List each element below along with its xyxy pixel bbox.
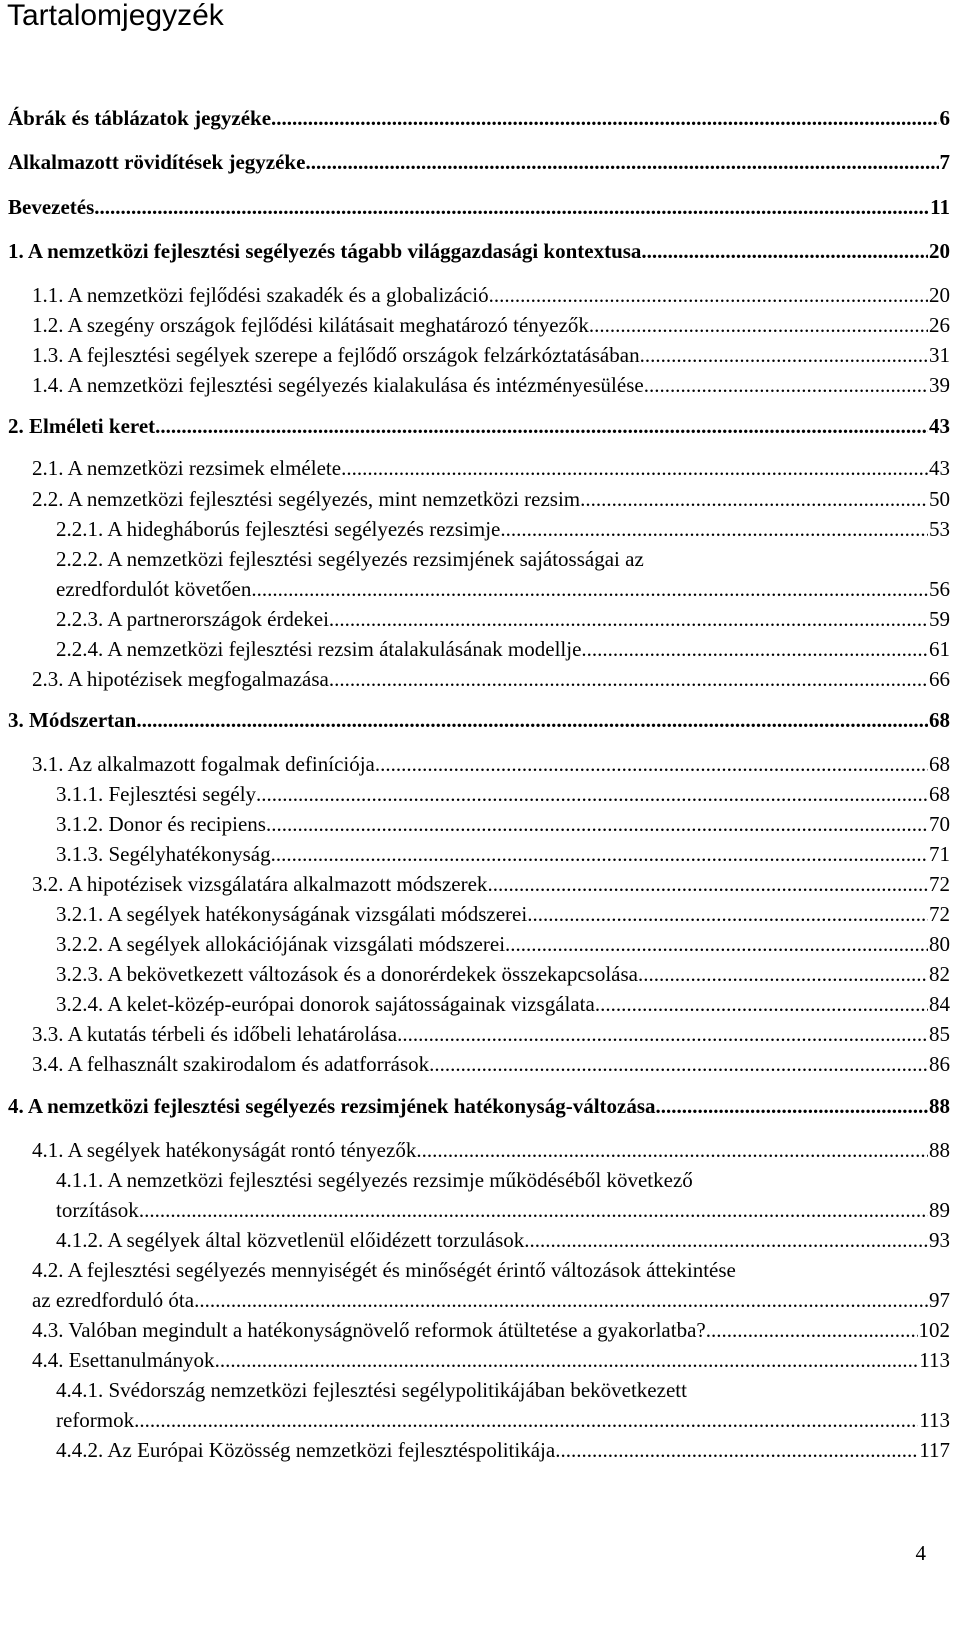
dot-leader bbox=[487, 869, 928, 899]
toc-entry-page: 39 bbox=[929, 373, 950, 397]
toc-entry-label: Bevezetés bbox=[8, 195, 95, 219]
dot-leader bbox=[341, 453, 928, 483]
toc-entry-label: 2.3. A hipotézisek megfogalmazása bbox=[32, 667, 329, 691]
toc-entry-label: 1.1. A nemzetközi fejlődési szakadék és a globalizáció bbox=[32, 283, 489, 307]
toc-entry-label: 2.2.1. A hidegháborús fejlesztési segélyezés rezsimje bbox=[56, 517, 501, 541]
toc-entry-page: 82 bbox=[929, 962, 950, 986]
dot-leader bbox=[595, 989, 928, 1019]
toc-entry-label: 3. Módszertan bbox=[8, 708, 137, 732]
toc-entry-label: Alkalmazott rövidítések jegyzéke bbox=[8, 150, 306, 174]
toc-entry-page: 84 bbox=[929, 992, 950, 1016]
toc-entry-label: 4.1.2. A segélyek által közvetlenül előidézett torzulások bbox=[56, 1228, 525, 1252]
dot-leader bbox=[706, 1315, 918, 1345]
toc-entry-page: 68 bbox=[929, 708, 950, 732]
toc-entry-page: 50 bbox=[929, 487, 950, 511]
dot-leader bbox=[500, 514, 928, 544]
toc-entry-page: 88 bbox=[929, 1094, 950, 1118]
toc-entry-label: 4.4.2. Az Európai Közösség nemzetközi fejlesztéspolitikája bbox=[56, 1438, 556, 1462]
toc-entry-page: 72 bbox=[929, 872, 950, 896]
dot-leader bbox=[580, 484, 928, 514]
toc-entry-page: 88 bbox=[929, 1138, 950, 1162]
toc-entry-page: 71 bbox=[929, 842, 950, 866]
toc-entry[interactable] bbox=[32, 484, 950, 514]
toc-entry-page: 66 bbox=[929, 667, 950, 691]
toc-entry[interactable] bbox=[32, 664, 950, 694]
toc-entry-page: 43 bbox=[929, 414, 950, 438]
toc-entry-label: 1. A nemzetközi fejlesztési segélyezés tágabb világgazdasági kontextusa bbox=[8, 239, 642, 263]
toc-entry-label: 3.3. A kutatás térbeli és időbeli lehatárolása bbox=[32, 1022, 398, 1046]
dot-leader bbox=[134, 1405, 918, 1435]
toc-entry-page: 97 bbox=[929, 1288, 950, 1312]
toc-entry[interactable] bbox=[32, 869, 950, 899]
toc-entry-page: 53 bbox=[929, 517, 950, 541]
toc-entry[interactable] bbox=[56, 1165, 950, 1225]
toc-entry-page: 93 bbox=[929, 1228, 950, 1252]
dot-leader bbox=[416, 1135, 928, 1165]
toc-entry-page: 6 bbox=[939, 106, 950, 130]
toc-entry-page: 56 bbox=[929, 577, 950, 601]
toc-entry[interactable] bbox=[32, 453, 950, 483]
toc-entry-label: 2. Elméleti keret bbox=[8, 414, 156, 438]
toc-entry[interactable] bbox=[8, 236, 950, 266]
toc-entry[interactable] bbox=[32, 749, 950, 779]
toc-entry-label: 3.1. Az alkalmazott fogalmak definíciója bbox=[32, 752, 375, 776]
toc-entry[interactable] bbox=[56, 1225, 950, 1255]
toc-entry[interactable] bbox=[32, 1135, 950, 1165]
dot-leader bbox=[527, 899, 928, 929]
toc-entry-label: 3.2. A hipotézisek vizsgálatára alkalmazott módszerek bbox=[32, 872, 488, 896]
toc-entry-page: 59 bbox=[929, 607, 950, 631]
dot-leader bbox=[271, 839, 928, 869]
toc-entry[interactable] bbox=[8, 705, 950, 735]
toc-entry-page: 20 bbox=[929, 283, 950, 307]
dot-leader bbox=[524, 1225, 928, 1255]
toc-entry-page: 80 bbox=[929, 932, 950, 956]
toc-entry[interactable] bbox=[32, 1315, 950, 1345]
toc-entry-page: 85 bbox=[929, 1022, 950, 1046]
toc-entry-page: 61 bbox=[929, 637, 950, 661]
dot-leader bbox=[581, 634, 928, 664]
toc-entry-label: 1.2. A szegény országok fejlődési kilátásait meghatározó tényezők bbox=[32, 313, 589, 337]
toc-entry-page: 113 bbox=[919, 1348, 950, 1372]
toc-entry-label: 3.2.4. A kelet-közép-európai donorok sajátosságainak vizsgálata bbox=[56, 992, 595, 1016]
toc-entry[interactable] bbox=[32, 1255, 950, 1315]
toc-entry-label: reformok bbox=[56, 1408, 135, 1432]
dot-leader bbox=[641, 236, 928, 266]
toc-entry-label: ezredfordulót követően bbox=[56, 577, 252, 601]
toc-entry-label: Ábrák és táblázatok jegyzéke bbox=[8, 106, 272, 130]
toc-entry-label: 4. A nemzetközi fejlesztési segélyezés rezsimjének hatékonyság-változása bbox=[8, 1094, 656, 1118]
toc-entry-label: 2.2.4. A nemzetközi fejlesztési rezsim átalakulásának modellje bbox=[56, 637, 582, 661]
toc-entry[interactable] bbox=[32, 280, 950, 310]
toc-entry-label: 1.4. A nemzetközi fejlesztési segélyezés kialakulása és intézményesülése bbox=[32, 373, 644, 397]
toc-entry[interactable] bbox=[32, 1345, 950, 1375]
toc-entry[interactable] bbox=[56, 544, 950, 604]
toc-entry-label: 4.4. Esettanulmányok bbox=[32, 1348, 215, 1372]
toc-entry-label-line1: 2.2.2. A nemzetközi fejlesztési segélyezés rezsimjének sajátosságai az bbox=[56, 547, 644, 571]
toc-entry-page: 20 bbox=[929, 239, 950, 263]
toc-entry-page: 68 bbox=[929, 782, 950, 806]
toc-entry[interactable] bbox=[56, 809, 950, 839]
dot-leader bbox=[329, 604, 928, 634]
dot-leader bbox=[644, 370, 928, 400]
toc-entry-page: 117 bbox=[919, 1438, 950, 1462]
dot-leader bbox=[429, 1049, 928, 1079]
toc-entry[interactable] bbox=[56, 989, 950, 1019]
dot-leader bbox=[215, 1345, 919, 1375]
toc-entry-page: 31 bbox=[929, 343, 950, 367]
dot-leader bbox=[271, 103, 938, 133]
dot-leader bbox=[375, 749, 928, 779]
dot-leader bbox=[656, 1091, 928, 1121]
toc-entry[interactable] bbox=[8, 103, 950, 133]
toc-entry[interactable] bbox=[56, 604, 950, 634]
toc-entry-label: 4.3. Valóban megindult a hatékonyságnövelő reformok átültetése a gyakorlatba? bbox=[32, 1318, 706, 1342]
toc-entry[interactable] bbox=[32, 340, 950, 370]
dot-leader bbox=[139, 1195, 928, 1225]
toc-entry[interactable] bbox=[32, 1049, 950, 1079]
toc-entry[interactable] bbox=[56, 839, 950, 869]
dot-leader bbox=[194, 1285, 928, 1315]
dot-leader bbox=[329, 664, 928, 694]
toc-entry[interactable] bbox=[32, 310, 950, 340]
toc-entry-label: 3.1.1. Fejlesztési segély bbox=[56, 782, 257, 806]
toc-entry-label-line1: 4.2. A fejlesztési segélyezés mennyiségét és minőségét érintő változások áttekintése bbox=[32, 1258, 736, 1282]
toc-entry-label: 2.2.3. A partnerországok érdekei bbox=[56, 607, 329, 631]
toc-entry-page: 89 bbox=[929, 1198, 950, 1222]
page-title: Tartalomjegyzék bbox=[7, 0, 224, 32]
toc-entry[interactable] bbox=[8, 411, 950, 441]
toc-entry[interactable] bbox=[56, 634, 950, 664]
toc-entry-page: 68 bbox=[929, 752, 950, 776]
toc-entry-page: 7 bbox=[939, 150, 950, 174]
toc-entry-page: 86 bbox=[929, 1052, 950, 1076]
dot-leader bbox=[640, 340, 928, 370]
toc-entry-page: 26 bbox=[929, 313, 950, 337]
dot-leader bbox=[638, 959, 928, 989]
dot-leader bbox=[555, 1435, 918, 1465]
toc-entry[interactable] bbox=[56, 779, 950, 809]
dot-leader bbox=[94, 192, 929, 222]
toc-entry[interactable] bbox=[56, 959, 950, 989]
toc-entry[interactable] bbox=[32, 1019, 950, 1049]
toc-entry-label: 3.4. A felhasznált szakirodalom és adatforrások bbox=[32, 1052, 430, 1076]
toc-entry-page: 72 bbox=[929, 902, 950, 926]
toc-entry-page: 43 bbox=[929, 456, 950, 480]
toc-entry[interactable] bbox=[56, 514, 950, 544]
toc-entry-label: 1.3. A fejlesztési segélyek szerepe a fejlődő országok felzárkóztatásában bbox=[32, 343, 640, 367]
toc-entry[interactable] bbox=[8, 147, 950, 177]
toc-entry[interactable] bbox=[8, 192, 950, 222]
toc-entry-label: 4.1. A segélyek hatékonyságát rontó tényezők bbox=[32, 1138, 417, 1162]
toc-entry-label-line1: 4.1.1. A nemzetközi fejlesztési segélyezés rezsimje működéséből következő bbox=[56, 1168, 693, 1192]
dot-leader bbox=[505, 929, 928, 959]
toc-entry-label: 3.1.2. Donor és recipiens bbox=[56, 812, 266, 836]
toc-entry[interactable] bbox=[8, 1091, 950, 1121]
dot-leader bbox=[305, 147, 938, 177]
toc-entry[interactable] bbox=[56, 1375, 950, 1435]
dot-leader bbox=[155, 411, 928, 441]
dot-leader bbox=[251, 574, 928, 604]
toc-entry-page: 113 bbox=[919, 1408, 950, 1432]
toc-entry-label: 3.1.3. Segélyhatékonyság bbox=[56, 842, 271, 866]
dot-leader bbox=[266, 809, 928, 839]
toc-entry-label: 3.2.1. A segélyek hatékonyságának vizsgálati módszerei bbox=[56, 902, 528, 926]
dot-leader bbox=[397, 1019, 928, 1049]
toc-entry[interactable] bbox=[56, 1435, 950, 1465]
toc-entry-page: 102 bbox=[918, 1318, 950, 1342]
toc-entry-label: 3.2.2. A segélyek allokációjának vizsgálati módszerei bbox=[56, 932, 506, 956]
toc-entry-page: 11 bbox=[930, 195, 950, 219]
toc-entry[interactable] bbox=[56, 929, 950, 959]
dot-leader bbox=[589, 310, 928, 340]
dot-leader bbox=[256, 779, 928, 809]
dot-leader bbox=[489, 280, 928, 310]
toc-entry-label: torzítások bbox=[56, 1198, 139, 1222]
toc-entry-page: 70 bbox=[929, 812, 950, 836]
dot-leader bbox=[136, 705, 928, 735]
toc-entry-label: 3.2.3. A bekövetkezett változások és a donorérdekek összekapcsolása bbox=[56, 962, 638, 986]
toc-entry-label-line1: 4.4.1. Svédország nemzetközi fejlesztési segélypolitikájában bekövetkezett bbox=[56, 1378, 687, 1402]
toc-entry[interactable] bbox=[32, 370, 950, 400]
page-number: 4 bbox=[915, 1541, 926, 1565]
toc-entry[interactable] bbox=[56, 899, 950, 929]
toc-entry-label: 2.2. A nemzetközi fejlesztési segélyezés, mint nemzetközi rezsim bbox=[32, 487, 581, 511]
toc-entry-label: 2.1. A nemzetközi rezsimek elmélete bbox=[32, 456, 342, 480]
toc-entry-label: az ezredforduló óta bbox=[32, 1288, 195, 1312]
